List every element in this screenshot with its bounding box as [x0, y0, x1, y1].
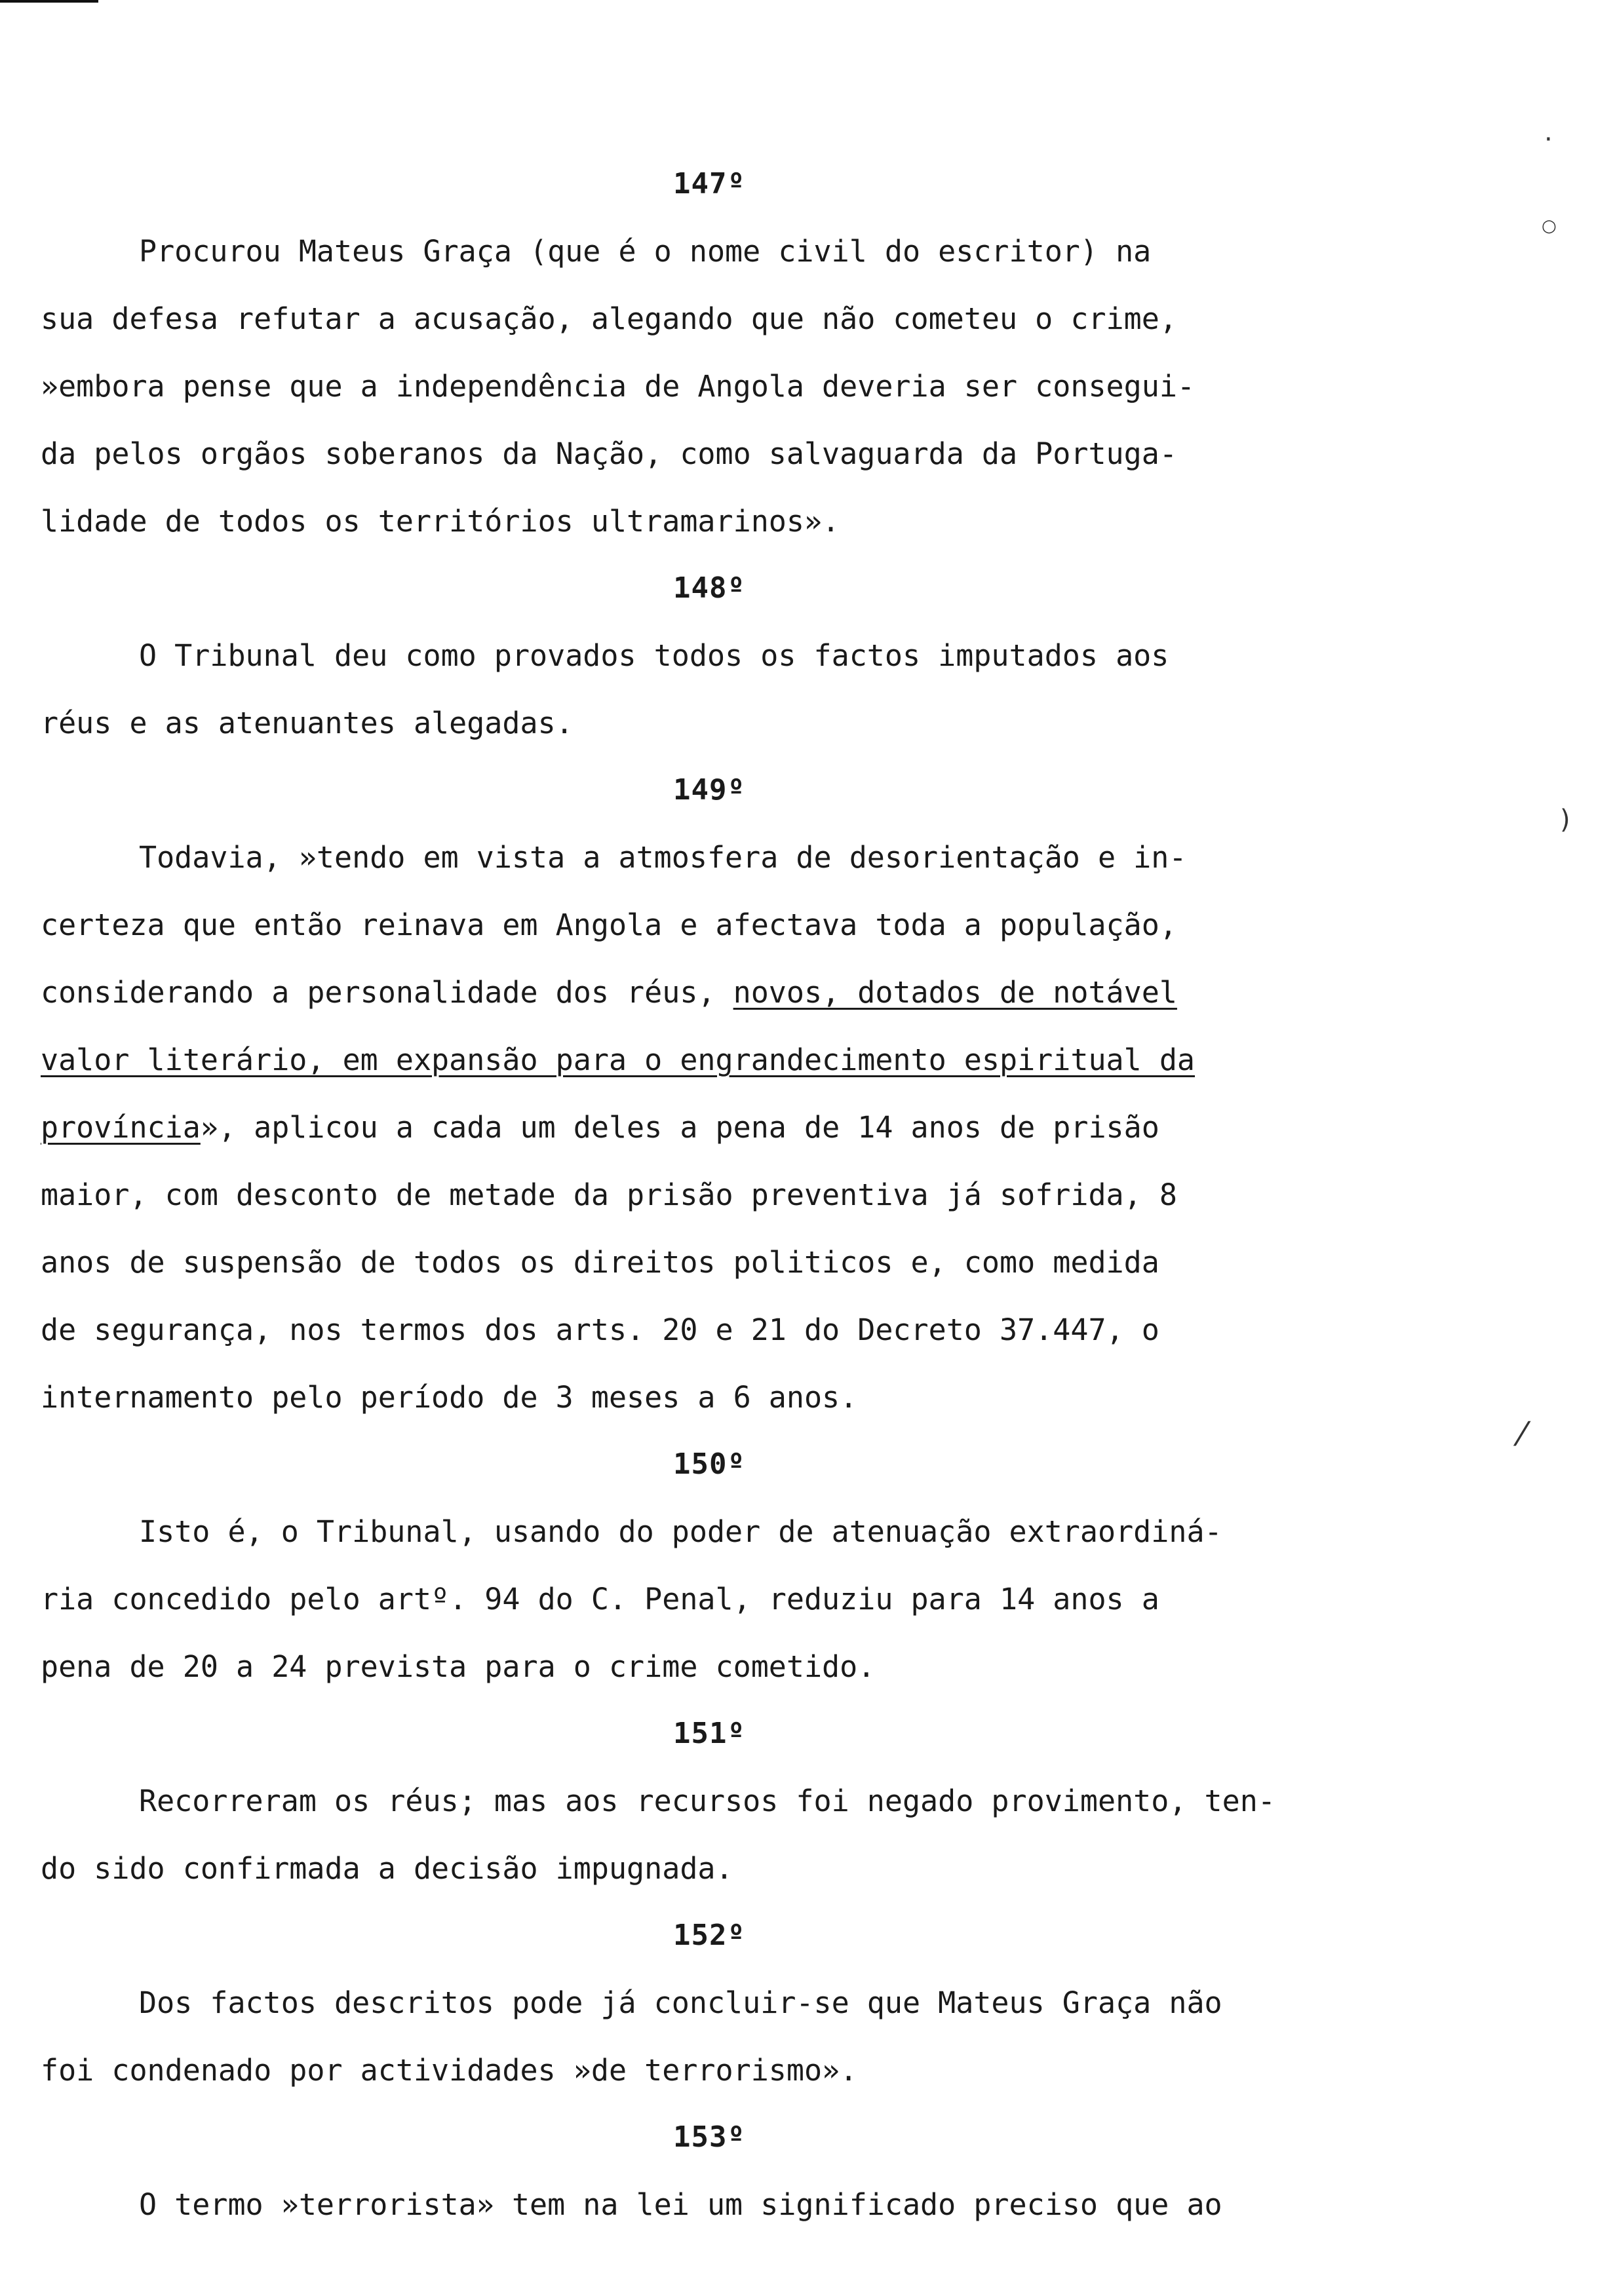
stray-mark: · [1544, 124, 1553, 155]
text-line: O termo »terrorista» tem na lei um significado preciso que ao [139, 2187, 1222, 2222]
text-line: maior, com desconto de metade da prisão preventiva já sofrida, 8 [41, 1177, 1177, 1212]
text-line: certeza que então reinava em Angola e afectava toda a população, [41, 908, 1177, 942]
underlined-quote: valor literário, em expansão para o engrandecimento espiritual da [41, 1043, 1195, 1077]
section-number: 151º [673, 1717, 745, 1750]
text-line: O Tribunal deu como provados todos os factos imputados aos [139, 638, 1169, 673]
text-line: foi condenado por actividades »de terrorismo». [41, 2053, 858, 2088]
text-line: »embora pense que a independência de Angola deveria ser consegui- [41, 369, 1195, 404]
underlined-quote: província [41, 1110, 201, 1145]
text-line: Procurou Mateus Graça (que é o nome civil do escritor) na [139, 234, 1152, 269]
paragraph [41, 824, 1352, 1431]
text-line [41, 1094, 1352, 1161]
section-number: 149º [673, 773, 745, 807]
paragraph [41, 218, 1352, 555]
text-line: réus e as atenuantes alegadas. [41, 706, 574, 740]
section-number: 152º [673, 1919, 745, 1952]
text-line: do sido confirmada a decisão impugnada. [41, 1851, 733, 1886]
section-number: 147º [673, 167, 745, 201]
section-number: 153º [673, 2120, 745, 2154]
paragraph [41, 1969, 1352, 2104]
stray-mark: ○ [1542, 216, 1557, 236]
stray-mark: ⁄ [1519, 1415, 1525, 1453]
document-page [41, 164, 1352, 2251]
text-line: pena de 20 a 24 prevista para o crime cometido. [41, 1649, 876, 1684]
text-line: da pelos orgãos soberanos da Nação, como salvaguarda da Portuga- [41, 436, 1177, 471]
text-line: sua defesa refutar a acusação, alegando que não cometeu o crime, [41, 301, 1177, 336]
text-segment: considerando a personalidade dos réus, [41, 975, 733, 1010]
text-line: Dos factos descritos pode já concluir-se que Mateus Graça não [139, 1985, 1222, 2020]
text-line [41, 959, 1352, 1026]
section-number: 150º [673, 1447, 745, 1481]
text-line: anos de suspensão de todos os direitos politicos e, como medida [41, 1245, 1159, 1280]
text-line: Recorreram os réus; mas aos recursos foi negado provimento, ten- [139, 1784, 1275, 1818]
text-line: ria concedido pelo artº. 94 do C. Penal, reduziu para 14 anos a [41, 1582, 1159, 1617]
text-line: Todavia, »tendo em vista a atmosfera de desorientação e in- [139, 840, 1187, 875]
text-line: lidade de todos os territórios ultramarinos». [41, 504, 840, 539]
text-segment: », aplicou a cada um deles a pena de 14 anos de prisão [200, 1110, 1159, 1145]
text-line: de segurança, nos termos dos arts. 20 e 21 do Decreto 37.447, o [41, 1312, 1159, 1347]
paragraph [41, 1767, 1352, 1902]
section-number: 148º [673, 571, 745, 605]
paragraph [41, 1498, 1352, 1700]
text-line [41, 1026, 1352, 1094]
underlined-quote: novos, dotados de notável [733, 975, 1177, 1010]
stray-mark: ) [1560, 805, 1570, 835]
paragraph [41, 2171, 1352, 2238]
text-line: Isto é, o Tribunal, usando do poder de atenuação extraordiná- [139, 1514, 1222, 1549]
paragraph [41, 622, 1352, 757]
top-edge-rule [0, 0, 98, 3]
text-line: internamento pelo período de 3 meses a 6 anos. [41, 1380, 858, 1415]
